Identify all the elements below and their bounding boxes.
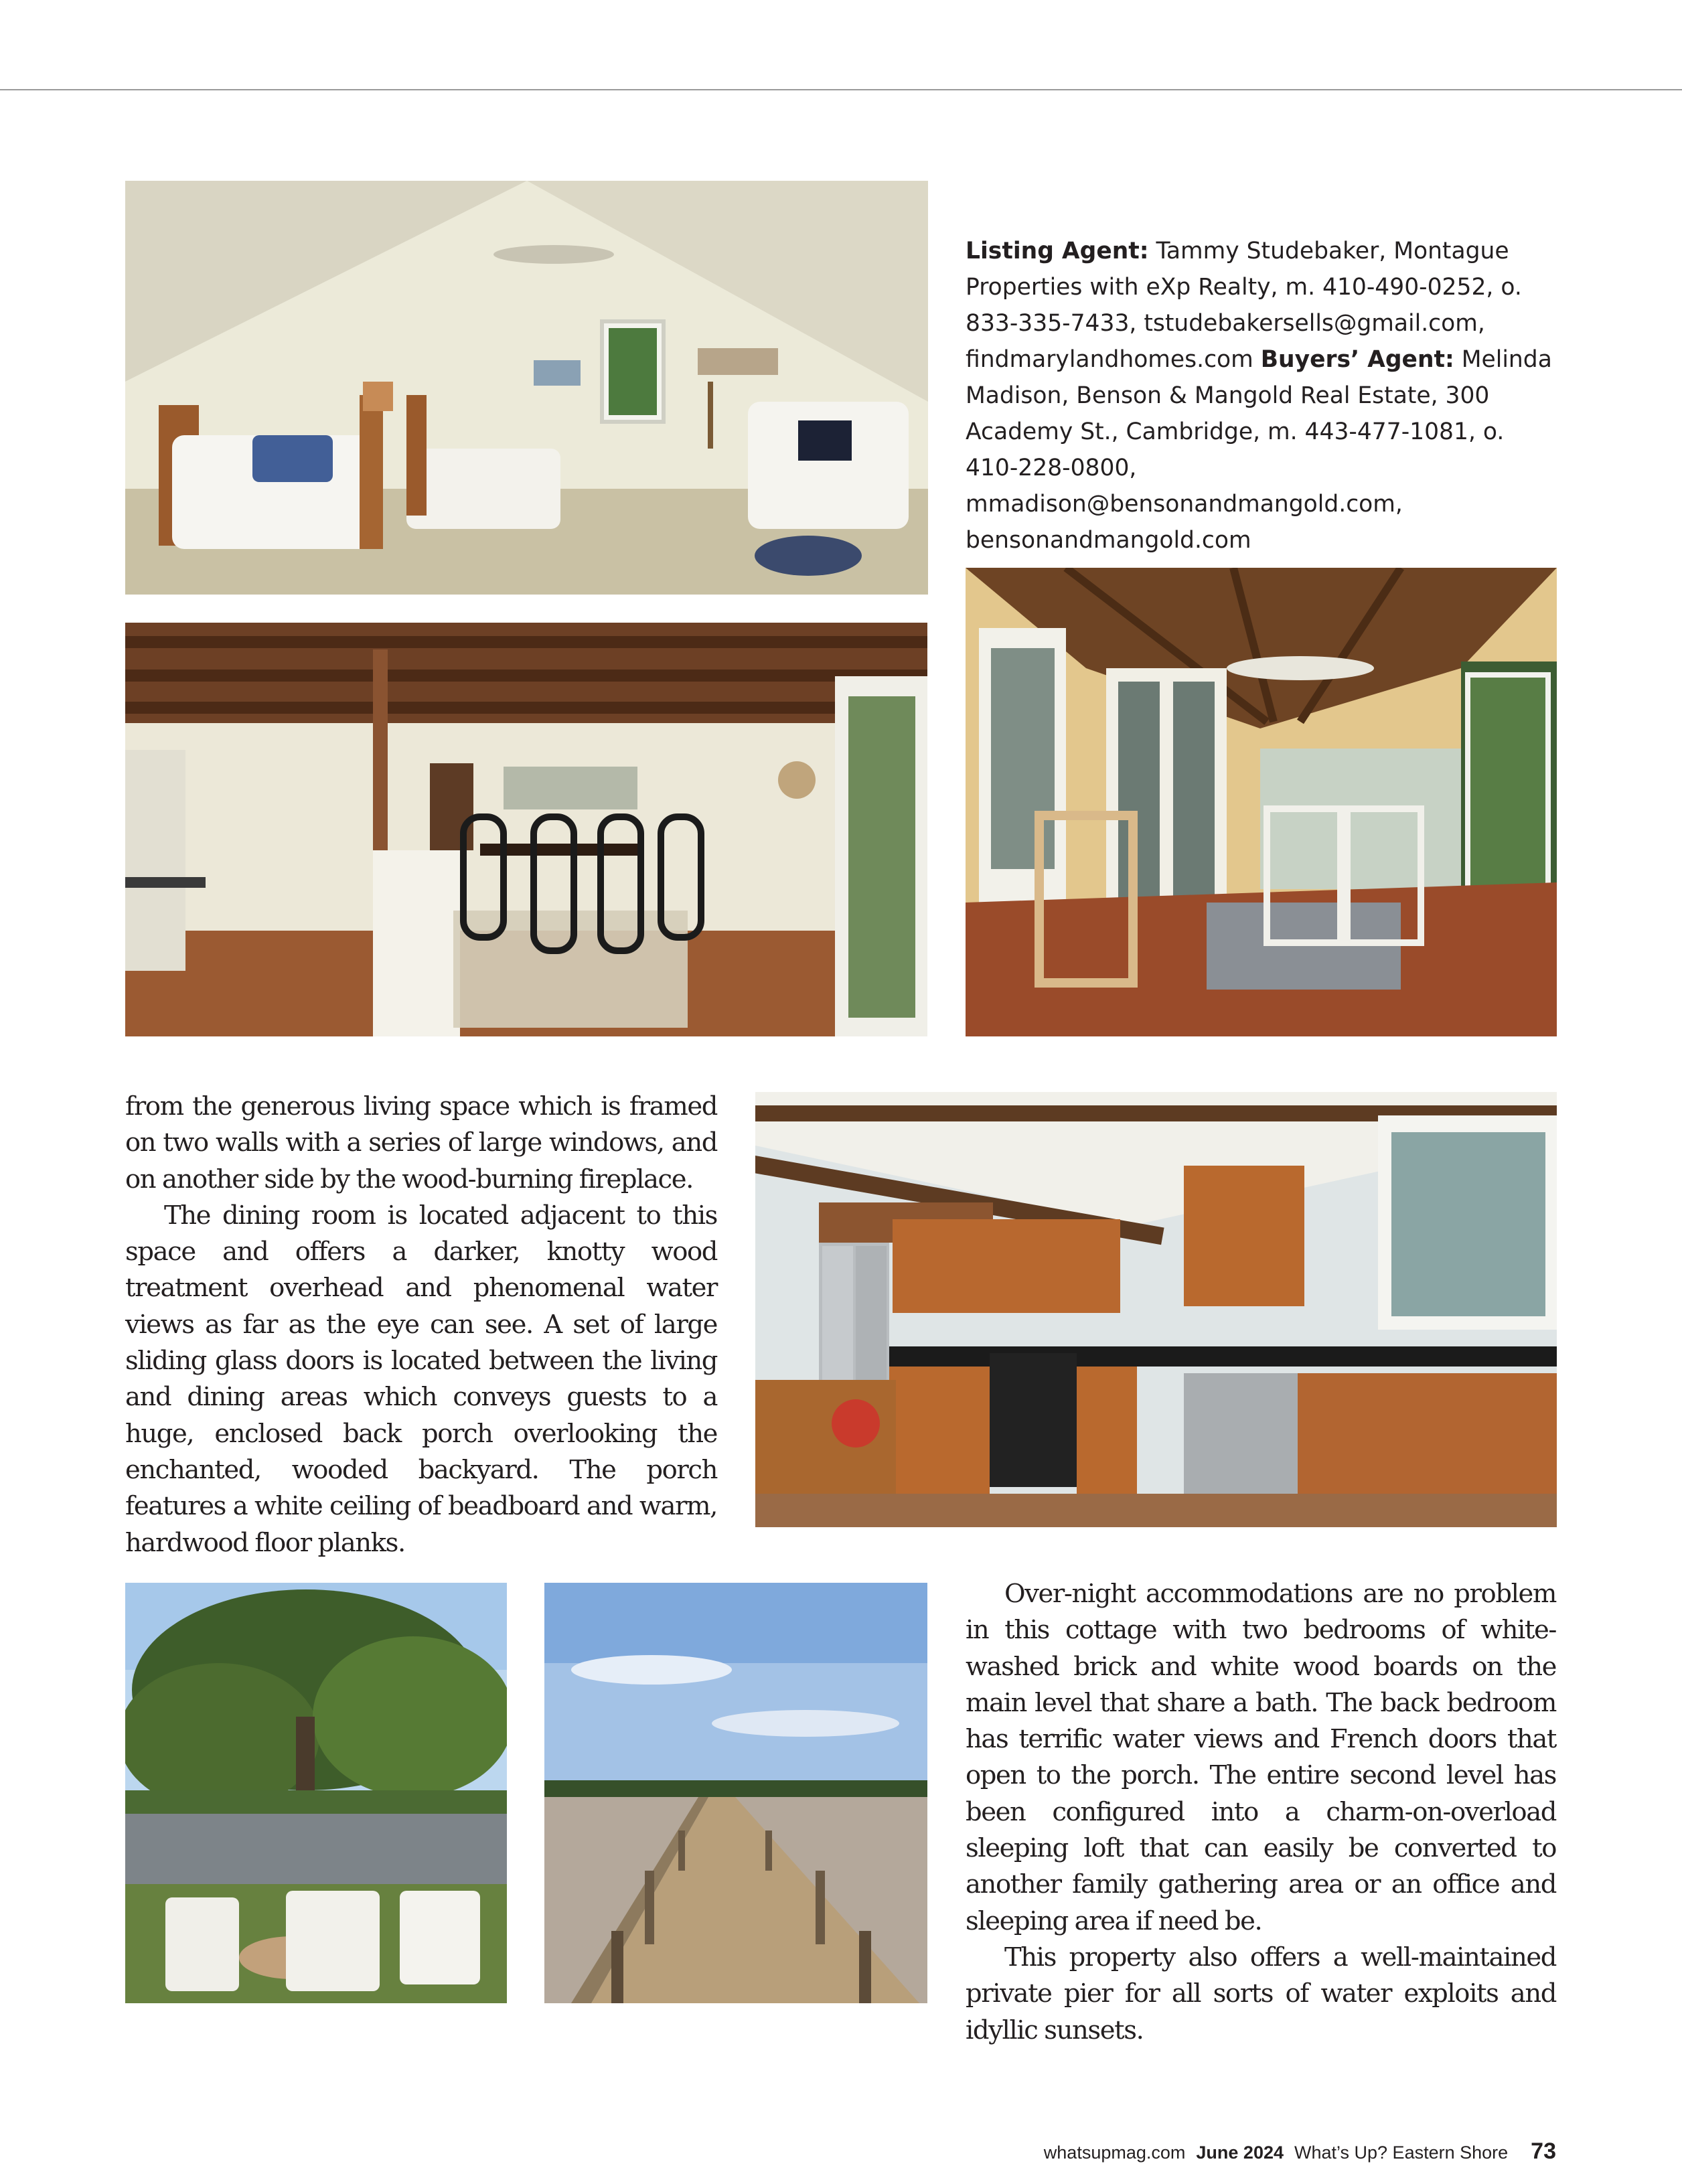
agent-contact-info [966,233,1555,558]
private-pier-photo [544,1583,927,2003]
listing-agent-label: Listing Agent: [966,238,1149,264]
footer-magazine-name: What’s Up? Eastern Shore [1294,2142,1509,2163]
page-footer [1044,2138,1556,2172]
footer-website: whatsupmag.com [1043,2142,1186,2163]
article-paragraph: Over-night accommodations are no problem in this cottage with two bedrooms of white-washed brick and white wood boards on the main level that share a bath. The back bedroom has terrific water views and French doors that open to the porch. The entire second level has been configured into a charm-on-overload sleeping loft that can easily be converted to another family gathering area or an office and sleeping area if need be. [966,1579,1556,1936]
sleeping-loft-photo [125,181,928,595]
page-number: 73 [1531,2138,1556,2164]
screened-porch-photo [966,568,1557,1036]
listing-agent-details: Tammy Studebaker, Montague Properties with eXp Realty, m. 410-490-0252, o. 833-335-7433, tstudebakersells@gmail.com, findmarylandhomes.com [966,238,1522,373]
footer-issue-date: June 2024 [1196,2142,1284,2163]
article-column-right [966,1576,1556,2049]
article-paragraph: The dining room is located adjacent to this space and offers a darker, knotty wood treatment overhead and phenomenal water views as far as the eye can see. A set of large sliding glass doors is located between the living and dining areas which conveys guests to a huge, enclosed back porch overlooking the enchanted, wooded backyard. The porch features a white ceiling of beadboard and warm, hardwood floor planks. [125,1200,717,1558]
article-column-left [125,1089,717,1561]
kitchen-photo [755,1092,1557,1527]
buyers-agent-label: Buyers’ Agent: [1260,346,1454,373]
header-rule [0,89,1682,90]
dining-room-photo [125,623,927,1036]
article-paragraph: This property also offers a well-maintained private pier for all sorts of water exploits and idyllic sunsets. [966,1942,1556,2045]
buyers-agent-details: Melinda Madison, Benson & Mangold Real Estate, 300 Academy St., Cambridge, m. 443-477-1081, o. 410-228-0800, mmadison@bensonandmangold.com, bensonandmangold.com [966,346,1552,554]
waterfront-lawn-photo [125,1583,507,2003]
article-paragraph: from the generous living space which is framed on two walls with a series of large windows, and on another side by the wood-burning fireplace. [125,1091,717,1194]
